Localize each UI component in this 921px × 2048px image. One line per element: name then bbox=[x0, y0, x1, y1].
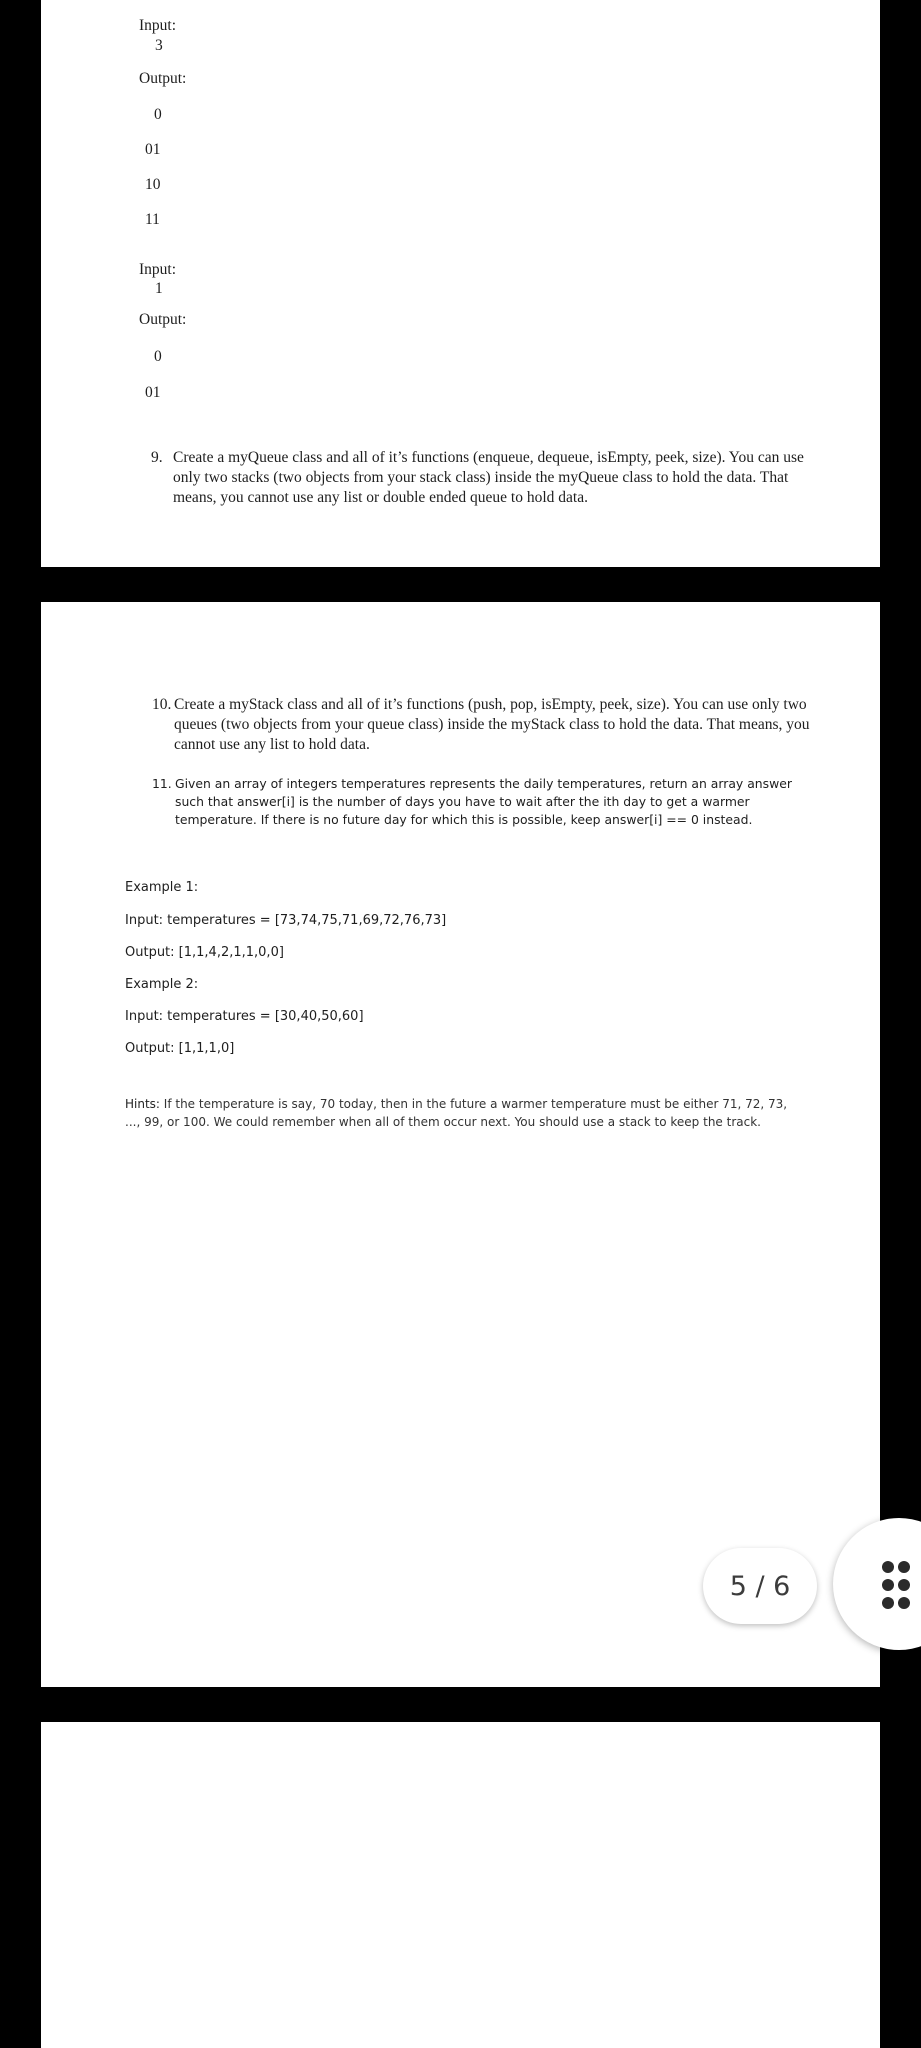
output-line: 11 bbox=[145, 211, 160, 228]
output-line: 01 bbox=[145, 141, 161, 158]
example-input: Input: temperatures = [73,74,75,71,69,72,76,73] bbox=[125, 913, 447, 928]
hints-label: Hints: bbox=[125, 1097, 160, 1111]
output-line: 01 bbox=[145, 384, 161, 401]
output-line: 0 bbox=[154, 106, 162, 123]
output-label: Output: bbox=[139, 311, 187, 328]
pdf-page-4 bbox=[41, 0, 880, 567]
dots-grid-icon bbox=[882, 1561, 921, 1609]
output-label: Output: bbox=[139, 70, 187, 87]
input-label: Input: bbox=[139, 17, 177, 34]
output-line: 0 bbox=[154, 348, 162, 365]
pdf-page-6 bbox=[41, 1722, 880, 2048]
output-line: 10 bbox=[145, 176, 161, 193]
example-input: Input: temperatures = [30,40,50,60] bbox=[125, 1009, 364, 1024]
question-number: 10. bbox=[152, 696, 172, 713]
page-indicator[interactable]: 5 / 6 bbox=[703, 1548, 817, 1624]
input-label: Input: bbox=[139, 261, 177, 278]
hints-line: ..., 99, or 100. We could remember when all of them occur next. You should use a stack to keep the track. bbox=[125, 1115, 761, 1129]
hints-paragraph bbox=[125, 1095, 825, 1131]
example-output: Output: [1,1,4,2,1,1,0,0] bbox=[125, 945, 284, 960]
input-value: 1 bbox=[155, 280, 163, 297]
question-text: Given an array of integers temperatures represents the daily temperatures, return an array answer such that answer[i] is the number of days you have to wait after the ith day to get a warmer temperature. If there is no future day for which this is possible, keep answer[i] == 0 instead. bbox=[175, 776, 792, 827]
example-output: Output: [1,1,1,0] bbox=[125, 1041, 235, 1056]
question-number: 11. bbox=[152, 776, 172, 791]
hints-line: If the temperature is say, 70 today, then in the future a warmer temperature must be either 71, 72, 73, bbox=[163, 1097, 788, 1111]
question-text: Create a myQueue class and all of it’s functions (enqueue, dequeue, isEmpty, peek, size). You can use only two stacks (two objects from your stack class) inside the myQueue class to hold the data. That means, you cannot use any list or double ended queue to hold data. bbox=[173, 449, 804, 506]
example-title: Example 2: bbox=[125, 977, 199, 992]
pdf-page-5 bbox=[41, 602, 880, 1687]
example-title: Example 1: bbox=[125, 880, 199, 895]
input-value: 3 bbox=[155, 37, 163, 54]
question-text: Create a myStack class and all of it’s functions (push, pop, isEmpty, peek, size). You can use only two queues (two objects from your queue class) inside the myStack class to hold the data. That means, you cannot use any list to hold data. bbox=[174, 696, 810, 753]
question-number: 9. bbox=[151, 449, 163, 466]
